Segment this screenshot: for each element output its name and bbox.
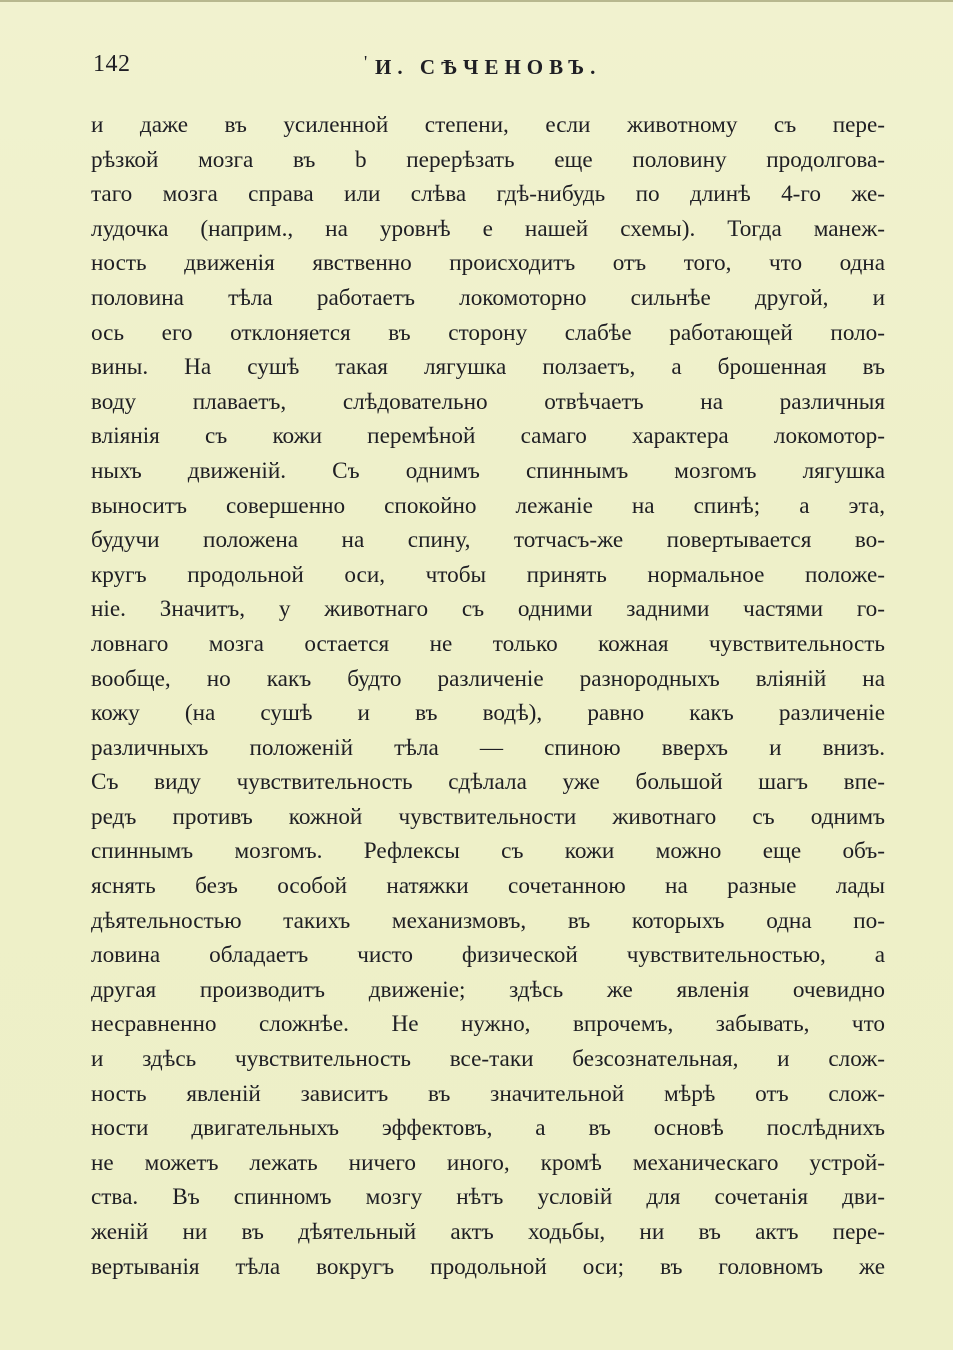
text-line: ность движенія явственно происходитъ отъ того, что одна (91, 250, 885, 277)
text-line: и даже въ усиленной степени, если животному съ пере- (91, 112, 885, 138)
text-line: кругъ продольной оси, чтобы принять нормальное положе- (91, 561, 885, 588)
text-line: воду плаваетъ, слѣдовательно отвѣчаетъ на различныя (91, 388, 885, 415)
text-line: яснять безъ особой натяжки сочетанною на разные лады (91, 873, 885, 900)
text-line: выноситъ совершенно спокойно лежаніе на спинѣ; а эта, (91, 492, 885, 519)
text-line: несравненно сложнѣе. Не нужно, впрочемъ, забывать, что (91, 1011, 885, 1038)
running-head: И. СѢЧЕНОВЪ. (375, 55, 602, 79)
text-line: редъ противъ кожной чувствительности животнаго съ однимъ (91, 803, 885, 830)
text-line: вертыванія тѣла вокругъ продольной оси; въ головномъ же (91, 1253, 885, 1280)
text-line: ловина обладаетъ чисто физической чувствительностью, а (91, 942, 885, 969)
text-line: рѣзкой мозга въ b перерѣзать еще половину продолгова- (91, 146, 885, 173)
text-line: половина тѣла работаетъ локомоторно сильнѣе другой, и (91, 284, 885, 311)
text-line: не можетъ лежать ничего иного, кромѣ механическаго устрой- (91, 1149, 885, 1176)
text-line: различныхъ положеній тѣла — спиною вверхъ и внизъ. (91, 734, 885, 761)
text-line: будучи положена на спину, тотчасъ-же повертывается во- (91, 527, 885, 554)
text-line: спиннымъ мозгомъ. Рефлексы съ кожи можно еще объ- (91, 838, 885, 865)
text-line: вліянія съ кожи перемѣной самаго характера локомотор- (91, 423, 885, 450)
text-line: дѣятельностью такихъ механизмовъ, въ которыхъ одна по- (91, 907, 885, 934)
text-line: ства. Въ спинномъ мозгу нѣтъ условій для сочетанія дви- (91, 1184, 885, 1211)
text-line: ность явленій зависитъ въ значительной мѣрѣ отъ слож- (91, 1080, 885, 1107)
text-line: женій ни въ дѣятельный актъ ходьбы, ни въ актъ пере- (91, 1219, 885, 1245)
text-line: вины. На сушѣ такая лягушка ползаетъ, а брошенная въ (91, 354, 885, 381)
text-line: вообще, но какъ будто различеніе разнородныхъ вліяній на (91, 665, 885, 692)
text-line: лудочка (наприм., на уровнѣ e нашей схемы). Тогда манеж- (91, 215, 885, 242)
text-line: ловнаго мозга остается не только кожная чувствительность (91, 630, 885, 657)
text-line: ніе. Значитъ, у животнаго съ одними задними частями го- (91, 596, 885, 623)
text-line: ности двигательныхъ эффектовъ, а въ основѣ послѣднихъ (91, 1115, 885, 1142)
text-line: ныхъ движеній. Съ однимъ спиннымъ мозгомъ лягушка (91, 457, 885, 484)
text-line: ось его отклоняется въ сторону слабѣе работающей поло- (91, 319, 885, 346)
text-line: Съ виду чувствительность сдѣлала уже большой шагъ впе- (91, 769, 885, 796)
print-mark: ' (364, 52, 368, 72)
text-line: кожу (на сушѣ и въ водѣ), равно какъ различеніе (91, 700, 885, 727)
text-line: и здѣсь чувствительность все-таки безсознательная, и слож- (91, 1046, 885, 1073)
top-edge-rule (0, 0, 953, 2)
page-number: 142 (93, 51, 131, 77)
text-line: другая производитъ движеніе; здѣсь же явленія очевидно (91, 976, 885, 1003)
body-text (91, 108, 885, 1284)
text-line: таго мозга справа или слѣва гдѣ-нибудь по длинѣ 4-го же- (91, 181, 885, 208)
